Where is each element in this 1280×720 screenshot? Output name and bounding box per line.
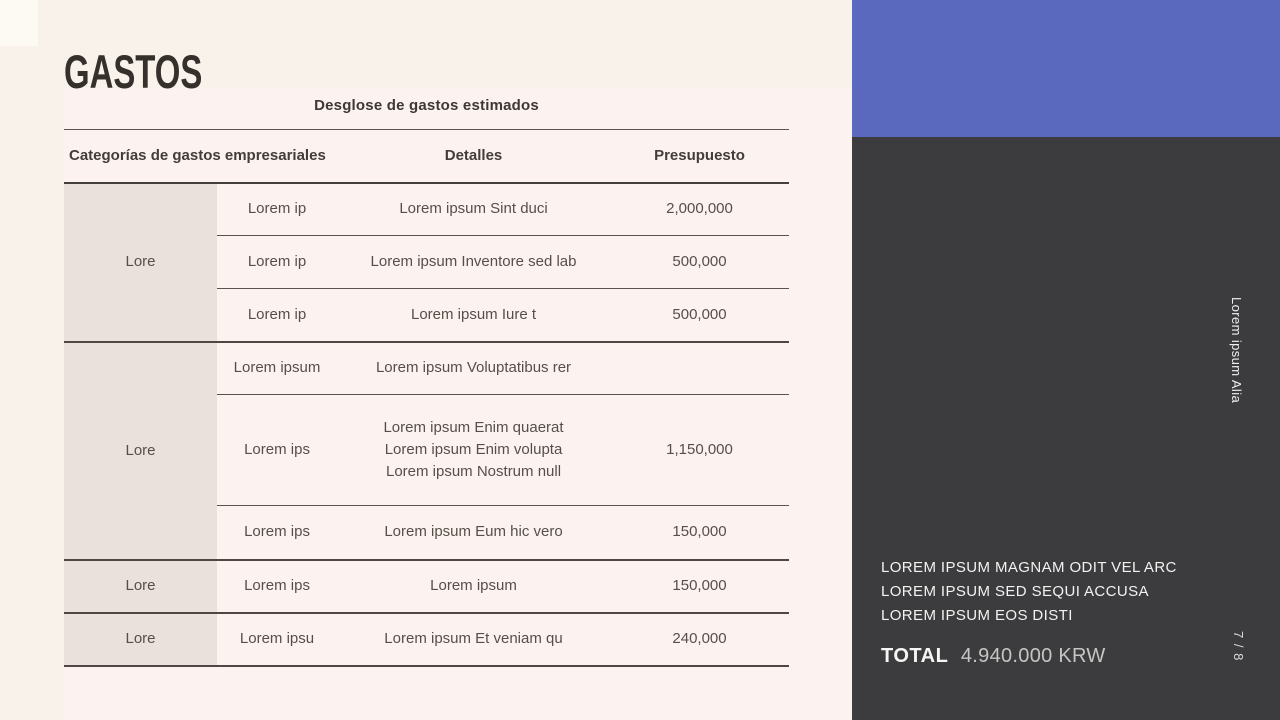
accent-block <box>852 0 1280 137</box>
total-line <box>881 645 1106 668</box>
item-cell: Lorem ipsum <box>217 342 337 395</box>
table-row <box>64 613 789 666</box>
budget-cell: 2,000,000 <box>610 183 789 236</box>
budget-cell: 1,150,000 <box>610 395 789 506</box>
detail-line: Lorem ipsum Enim quaerat <box>383 419 564 436</box>
detail-line: Lorem ipsum Nostrum null <box>385 463 562 480</box>
page-title: GASTOS <box>64 45 203 98</box>
total-value: 4.940.000 KRW <box>960 645 1106 667</box>
item-cell: Lorem ips <box>217 560 337 613</box>
details-cell: Lorem ipsum Sint duci <box>337 183 610 236</box>
budget-cell: 240,000 <box>610 613 789 666</box>
note-line: LOREM IPSUM MAGNAM ODIT VEL ARC <box>881 559 1177 576</box>
expenses-table-block <box>64 96 789 667</box>
item-cell: Lorem ip <box>217 183 337 236</box>
corner-accent <box>0 0 38 46</box>
page-number: 7 / 8 <box>1231 631 1246 662</box>
header-category: Categorías de gastos empresariales <box>64 130 337 183</box>
item-cell: Lorem ip <box>217 289 337 342</box>
item-cell: Lorem ips <box>217 506 337 560</box>
category-cell: Lore <box>64 342 217 560</box>
category-cell: Lore <box>64 183 217 342</box>
sidebar-notes <box>881 556 1177 628</box>
details-cell: Lorem ipsum Eum hic vero <box>337 506 610 560</box>
budget-cell: 500,000 <box>610 289 789 342</box>
detail-line: Lorem ipsum Enim volupta <box>384 441 563 458</box>
total-label: TOTAL <box>881 645 949 667</box>
note-line: LOREM IPSUM SED SEQUI ACCUSA <box>881 583 1149 600</box>
details-cell: Lorem ipsum Inventore sed lab <box>337 236 610 289</box>
table-caption: Desglose de gastos estimados <box>314 97 539 114</box>
budget-cell: 150,000 <box>610 560 789 613</box>
budget-cell: 150,000 <box>610 506 789 560</box>
budget-cell <box>610 342 789 395</box>
expenses-table <box>64 129 789 667</box>
category-cell: Lore <box>64 560 217 613</box>
header-details: Detalles <box>337 130 610 183</box>
item-cell: Lorem ip <box>217 236 337 289</box>
details-cell: Lorem ipsum Iure t <box>337 289 610 342</box>
table-row <box>64 183 789 236</box>
details-cell: Lorem ipsum <box>337 560 610 613</box>
details-cell <box>337 395 610 506</box>
table-row <box>64 560 789 613</box>
details-cell: Lorem ipsum Et veniam qu <box>337 613 610 666</box>
table-row <box>64 342 789 395</box>
header-budget: Presupuesto <box>610 130 789 183</box>
item-cell: Lorem ips <box>217 395 337 506</box>
item-cell: Lorem ipsu <box>217 613 337 666</box>
category-cell: Lore <box>64 613 217 666</box>
budget-cell: 500,000 <box>610 236 789 289</box>
details-cell: Lorem ipsum Voluptatibus rer <box>337 342 610 395</box>
sidebar-vertical-label: Lorem ipsum Alia <box>1229 297 1244 404</box>
note-line: LOREM IPSUM EOS DISTI <box>881 607 1073 624</box>
table-header-row <box>64 130 789 183</box>
